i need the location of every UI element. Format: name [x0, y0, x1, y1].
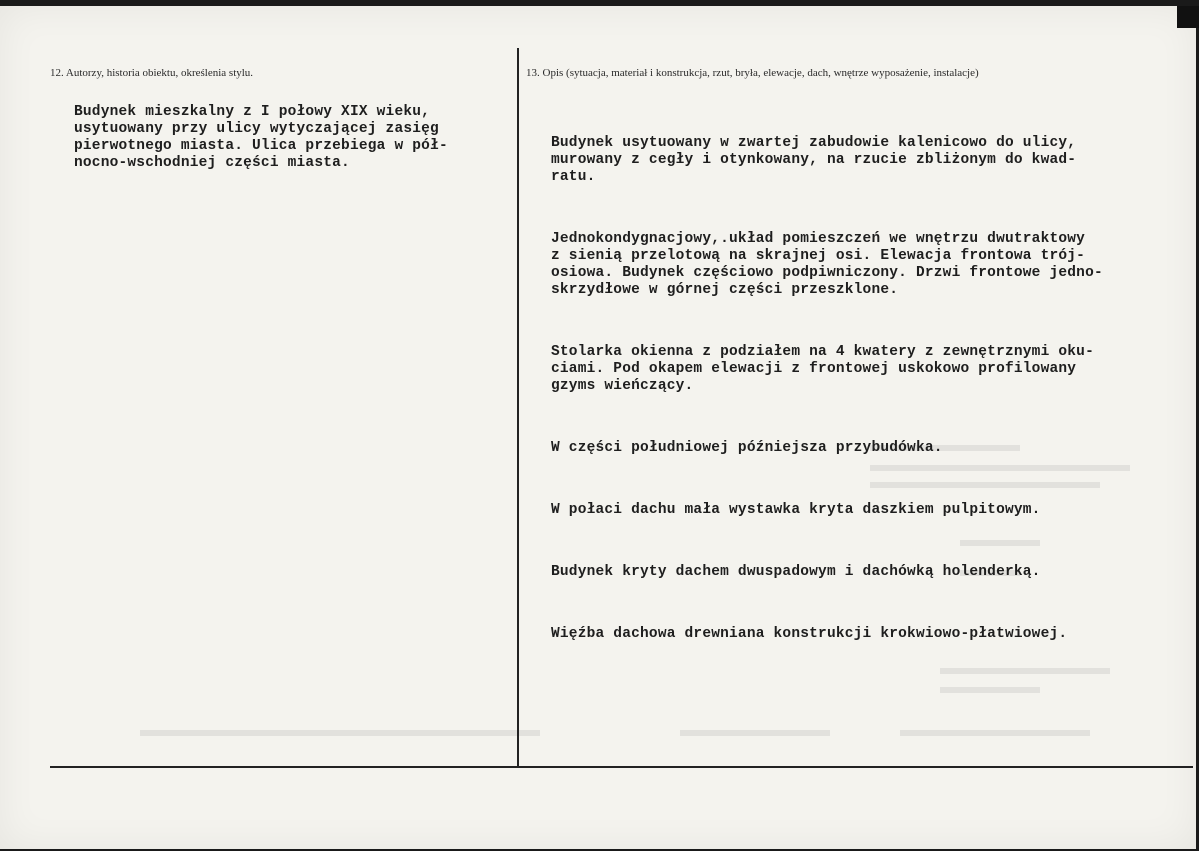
bottom-rule — [50, 766, 1193, 768]
field-13-text — [551, 101, 1103, 671]
description-paragraph: Jednokondygnacjowy,.układ pomieszczeń we wnętrzu dwutraktowy z sienią przelotową na skrajnej osi. Elewacja frontowa trój- osiowa. Budynek częściowo podpiwniczony. Drzwi frontowe jedno- skrzydłowe w górnej części przeszklone. — [551, 231, 1103, 298]
description-paragraph: Budynek usytuowany w zwartej zabudowie kalenicowo do ulicy, murowany z cegły i otynkowany, na rzucie zbliżonym do kwad- ratu. — [551, 135, 1077, 185]
bleed-through-mark — [680, 730, 830, 736]
bleed-through-mark — [900, 730, 1090, 736]
field-12-label: 12. Autorzy, historia obiektu, określenia stylu. — [50, 67, 254, 79]
description-paragraph: Więźba dachowa drewniana konstrukcji krokwiowo-płatwiowej. — [551, 626, 1068, 642]
bleed-through-mark — [940, 687, 1040, 693]
description-paragraph: Budynek kryty dachem dwuspadowym i dachówką holenderką. — [551, 564, 1041, 580]
bleed-through-mark — [140, 730, 540, 736]
description-paragraph: W połaci dachu mała wystawka kryta daszkiem pulpitowym. — [551, 502, 1041, 518]
field-12-text: Budynek mieszkalny z I połowy XIX wieku, usytuowany przy ulicy wytyczającej zasięg pierwotnego miasta. Ulica przebiega w pół- nocno-wschodniej części miasta. — [74, 104, 448, 171]
field-13-label: 13. Opis (sytuacja, materiał i konstrukcja, rzut, bryła, elewacje, dach, wnętrze wyposażenie, instalacje) — [526, 67, 979, 79]
corner-mark — [1177, 6, 1199, 28]
description-paragraph: W części południowej późniejsza przybudówka. — [551, 440, 943, 456]
description-paragraph: Stolarka okienna z podziałem na 4 kwatery z zewnętrznymi oku- ciami. Pod okapem elewacji z frontowej uskokowo profilowany gzyms wieńczący. — [551, 344, 1094, 394]
column-divider — [517, 48, 519, 768]
